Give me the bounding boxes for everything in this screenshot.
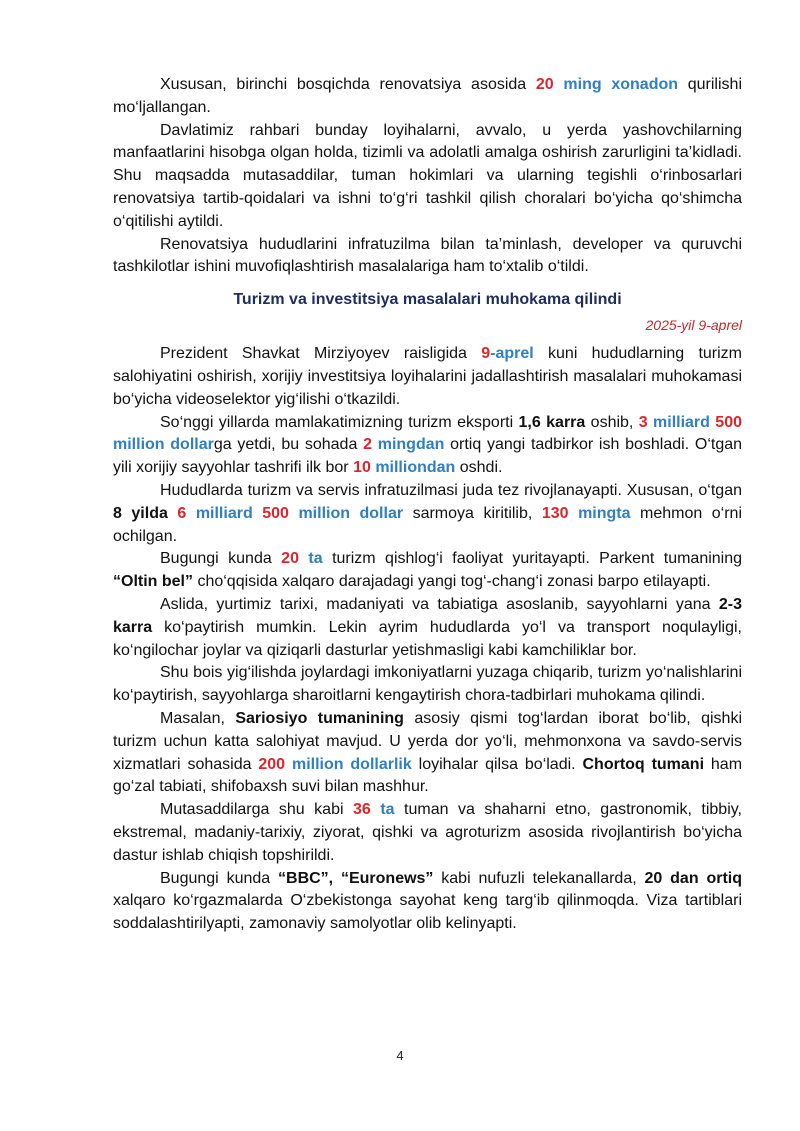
paragraph-potential [113, 594, 742, 662]
text-run: Prezident Shavkat Mirziyoyev raisligida [160, 345, 482, 363]
highlight-unit: million dollar [113, 436, 214, 454]
text-run: turizm qishlog‘i faoliyat yuritayapti. Parkent tumanining [322, 550, 743, 568]
text-run: qurilishi mo‘ljallangan. [113, 76, 742, 116]
paragraph-sariosiyo [113, 708, 742, 799]
text-run: Masalan, [160, 709, 236, 727]
text-run: Bugungi kunda [160, 550, 282, 568]
highlight-unit: ta [380, 801, 395, 819]
paragraph-measures [113, 662, 742, 708]
text-run [371, 801, 381, 818]
section-date: 2025-yil 9-aprel [645, 317, 742, 334]
paragraph-tourism-villages [113, 548, 742, 594]
text-run: So‘nggi yillarda mamlakatimizning turizm eksporti [160, 413, 519, 431]
text-run: ortiq yangi tadbirkor ish boshladi. O‘tgan yili xorijiy sayyohlar tashrifi ilk bor [113, 436, 743, 477]
bold-text: 1,6 karra [518, 413, 586, 431]
text-run: tuman va shaharni etno, gastronomik, tibbiy, ekstremal, madaniy-tarixiy, ziyorat, qishki va agroturizm asosida rivojlantirish bo‘yicha dastur ishlab chiqish topshirildi. [113, 801, 743, 864]
highlight-unit: ta [308, 550, 323, 568]
text-run: Mutasaddilarga shu kabi [160, 801, 354, 819]
text-run [299, 550, 308, 567]
paragraph-tourism-export [113, 412, 742, 480]
text-run [554, 76, 564, 93]
text-run: Aslida, yurtimiz tarixi, madaniyati va tabiatiga asoslanib, sayyohlarni yana [160, 595, 719, 613]
paragraph-meeting [113, 343, 742, 411]
highlight-number: 500 [715, 413, 742, 431]
text-run: Hududlarda turizm va servis infratuzilmasi juda tez rivojlanayapti. Xususan, o‘tgan [160, 481, 742, 499]
bold-text: Chortoq tumani [582, 755, 705, 773]
text-run: ga yetdi, bu sohada [213, 436, 364, 454]
text-run [253, 505, 263, 522]
paragraph-promotion [113, 868, 742, 936]
highlight-unit: - [490, 345, 496, 363]
text-run: cho‘qqisida xalqaro darajadagi yangi tog‘-chang‘i zonasi barpo etilayapti. [193, 573, 711, 591]
text-run: kuni hududlarning turizm salohiyatini oshirish, xorijiy investitsiya loyihalarini jadallashtirish masalalari muhokamasi bo‘yicha videoselektor yig‘ilishi o‘tkazildi. [113, 345, 743, 408]
text-run [285, 756, 292, 773]
text-run: asosiy qismi tog‘lardan iborat bo‘lib, qishki turizm uchun katta salohiyat mavjud. U yerda dor yo‘li, mehmonxona va savdo-servis xizmatlari sohasida [113, 709, 742, 773]
highlight-unit: milliondan [375, 459, 456, 477]
highlight-number: 2 [363, 436, 372, 454]
text-run: ko‘paytirish mumkin. Lekin ayrim hududlarda yo‘l va transport noqulayligi, ko‘ngilochar joylar va qiziqarli dasturlar yetishmasligi kabi kamchiliklar bor. [113, 618, 742, 659]
highlight-unit: milliard [195, 504, 253, 522]
text-run [168, 505, 178, 522]
bold-text: 2-3 karra [113, 595, 742, 636]
highlight-unit: aprel [495, 345, 534, 363]
text-run: Xususan, birinchi bosqichda renovatsiya asosida [160, 76, 536, 93]
paragraph-intro [113, 74, 742, 120]
highlight-number: 6 [177, 504, 187, 522]
text-run [186, 505, 196, 522]
bold-text: “Oltin bel” [113, 573, 193, 591]
text-run: loyihalar qilsa bo‘ladi. [411, 755, 583, 773]
bold-text: “BBC”, “Euronews” [278, 869, 434, 887]
highlight-number: 3 [638, 413, 648, 431]
paragraph-renovation-infra [113, 234, 742, 280]
text-run: Bugungi kunda [160, 869, 279, 887]
paragraph-infrastructure [113, 480, 742, 548]
paragraph-leader-remarks [113, 120, 742, 234]
text-run: ham go‘zal tabiati, shifobaxsh suvi bilan mashhur. [113, 755, 743, 796]
bold-text: 20 dan ortiq [644, 869, 743, 887]
page-number: 4 [396, 1048, 404, 1063]
text-run: Davlatimiz rahbari bunday loyihalarni, avvalo, u yerda yashovchilarning manfaatlarini hisobga olgan holda, tizimli va adolatli amalga oshirish zarurligini ta’kidladi. Shu maqsadda mutasaddilar, tuman hokimlari va ularning tegishli o‘rinbosarlari renovatsiya tartib-qoidalari va ishni to‘g‘ri tashkil qilish choralari bo‘yicha qo‘shimcha o‘qitilishi aytildi. [113, 121, 742, 230]
highlight-unit: million dollar [298, 504, 404, 522]
highlight-number: 36 [353, 801, 371, 819]
highlight-number: 500 [262, 504, 289, 522]
section-heading: Turizm va investitsiya masalalari muhokama qilindi [233, 291, 622, 309]
highlight-number: 20 [281, 550, 299, 568]
highlight-number: 20 [535, 76, 554, 93]
highlight-number: 9 [481, 345, 491, 363]
highlight-unit: mingdan [377, 436, 445, 454]
highlight-unit: milliard [653, 413, 710, 431]
text-run: Renovatsiya hududlarini infratuzilma bilan ta’minlash, developer va quruvchi tashkilotlar ishini muvofiqlashtirish masalalariga ham to‘xtalib o‘tildi. [113, 235, 742, 276]
text-run: xalqaro ko‘rgazmalarda O‘zbekistonga sayohat keng targ‘ib qilinmoqda. Viza tartiblari soddalashtirilyapti, zamonaviy samolyotlar olib kelinyapti. [113, 892, 742, 933]
bold-text: Sariosiyo tumanining [235, 709, 404, 727]
text-run: sarmoya kiritilib, [403, 504, 542, 522]
text-run: oshdi. [455, 459, 503, 477]
text-run: Shu bois yig‘ilishda joylardagi imkoniyatlarni yuzaga chiqarib, turizm yo‘nalishlarini ko‘paytirish, sayyohlarga sharoitlarni kengaytirish chora-tadbirlari muhokama qilindi. [113, 664, 742, 705]
highlight-number: 10 [353, 459, 371, 477]
highlight-unit: million dollarlik [291, 755, 412, 773]
highlight-number: 200 [258, 755, 286, 773]
paragraph-programs [113, 799, 742, 867]
highlight-unit: ming xonadon [563, 76, 679, 93]
text-run: kabi nufuzli telekanallarda, [433, 869, 645, 887]
bold-text: 8 yilda [113, 504, 168, 522]
text-run: oshib, [585, 413, 639, 431]
highlight-unit: mingta [578, 504, 631, 522]
highlight-number: 130 [541, 504, 569, 522]
text-run: mehmon o‘rni ochilgan. [113, 504, 743, 545]
text-run [569, 505, 579, 522]
